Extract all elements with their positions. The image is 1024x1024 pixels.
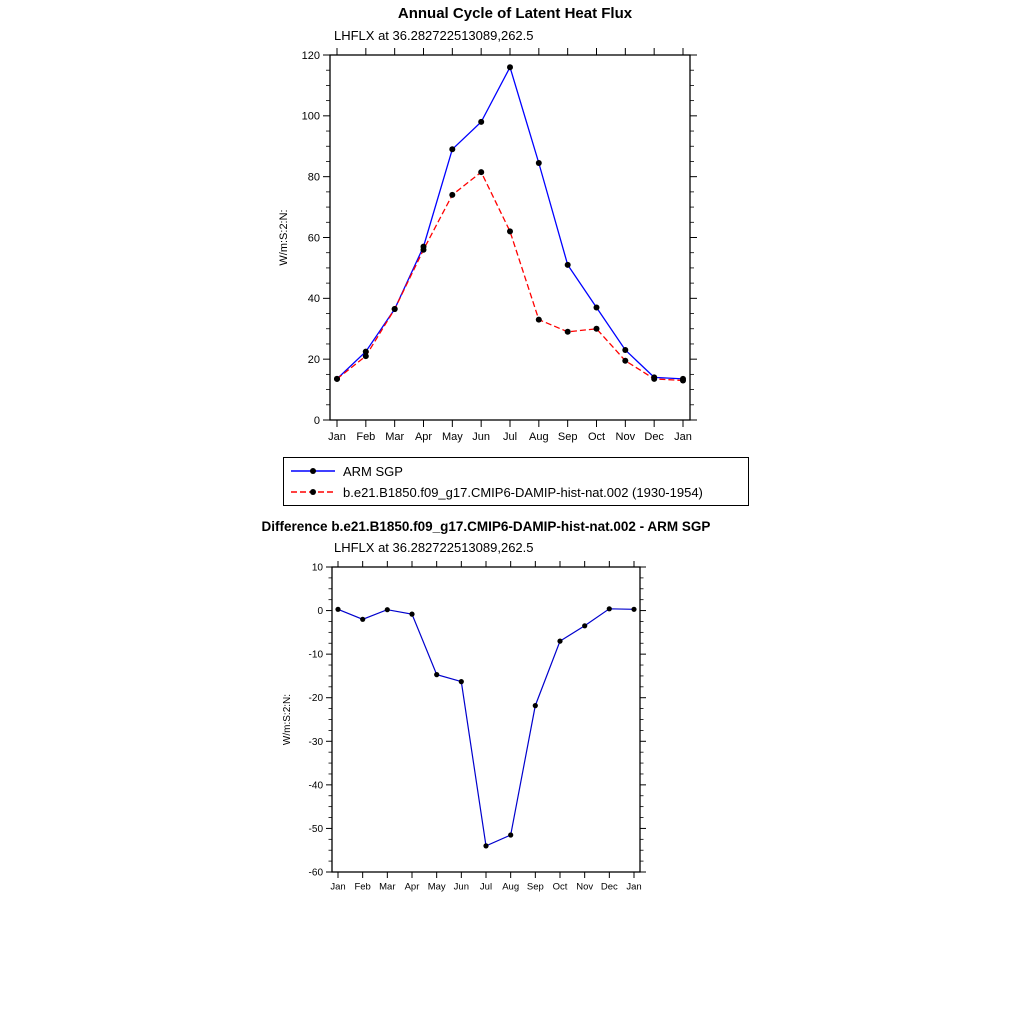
data-point [385,607,390,612]
y-tick-label: -20 [308,693,323,705]
top-chart-title: Annual Cycle of Latent Heat Flux [397,5,633,22]
y-tick-label: -50 [308,823,323,835]
legend-line-sample-solid [290,465,336,477]
y-tick-label: 80 [307,171,320,184]
legend-marker-dot [310,489,316,495]
x-tick-label: Jan [328,431,346,443]
x-tick-label: Jul [479,881,493,893]
data-point [421,247,427,253]
x-tick-label: Jan [674,431,692,443]
x-tick-label: Mar [385,431,405,443]
y-tick-label: 60 [307,232,320,245]
data-point [607,606,612,611]
top-chart-subtitle: LHFLX at 36.282722513089,262.5 [334,28,534,43]
series-line-1 [337,172,683,380]
x-tick-label: Nov [576,881,594,893]
data-point [582,623,587,628]
data-point [594,326,600,332]
data-point [449,192,455,198]
legend [283,457,749,506]
y-tick-label: 20 [307,354,320,367]
legend-marker-dot [310,468,316,474]
x-tick-label: Apr [404,881,420,893]
x-tick-label: Jun [472,431,491,443]
data-point [334,376,340,382]
difference-chart-title: Difference b.e21.B1850.f09_g17.CMIP6-DAMIP-hist-nat.002 - ARM SGP [261,519,711,534]
data-point [651,376,657,382]
plot-frame [330,55,690,420]
data-point [565,329,571,335]
x-tick-label: Sep [526,881,544,893]
y-tick-label: 0 [313,414,320,427]
y-tick-label: -60 [308,867,323,879]
data-point [622,358,628,364]
data-point [536,317,542,323]
data-point [360,617,365,622]
data-point [392,306,398,312]
x-tick-label: Dec [644,431,664,443]
x-tick-label: Dec [600,881,618,893]
x-tick-label: Feb [354,881,371,893]
y-tick-label: 40 [307,293,320,306]
data-point [363,353,369,359]
y-tick-label: -40 [308,780,323,792]
x-tick-label: Jun [453,881,469,893]
x-tick-label: Oct [587,431,606,443]
data-point [631,607,636,612]
data-point [557,639,562,644]
data-point [478,169,484,175]
x-tick-label: Nov [615,431,636,443]
data-point [508,832,513,837]
data-point [507,64,513,70]
x-tick-label: May [441,431,463,443]
legend-line-sample-dashed [290,486,336,498]
difference-chart [270,556,700,906]
x-tick-label: Jan [626,881,642,893]
data-point [449,146,455,152]
x-tick-label: Feb [356,431,376,443]
data-point [478,119,484,125]
data-point [622,347,628,353]
data-point [594,305,600,311]
x-tick-label: Jan [330,881,346,893]
difference-chart-subtitle: LHFLX at 36.282722513089,262.5 [334,540,534,555]
x-tick-label: Oct [552,881,568,893]
y-tick-label: -10 [308,649,323,661]
x-tick-label: Jul [502,431,518,443]
x-tick-label: Aug [529,431,549,443]
legend-label-arm-sgp: ARM SGP [343,463,403,479]
y-tick-label: 120 [301,49,320,62]
annual-cycle-chart [270,40,760,460]
legend-item-model [290,482,742,503]
data-point [483,843,488,848]
y-tick-label: -30 [308,736,323,748]
data-point [507,228,513,234]
x-tick-label: Mar [379,881,396,893]
data-point [536,160,542,166]
x-tick-label: Sep [557,431,578,443]
data-point [680,378,686,384]
data-point [533,703,538,708]
series-line-0 [337,67,683,379]
legend-label-model: b.e21.B1850.f09_g17.CMIP6-DAMIP-hist-nat.002 (1930-1954) [343,484,703,500]
x-tick-label: Apr [414,431,433,443]
y-tick-label: 0 [317,606,323,618]
y-axis-label: W/m:S:2:N: [282,693,293,746]
x-tick-label: Aug [502,881,520,893]
legend-item-arm-sgp [290,461,742,482]
y-tick-label: 100 [301,110,320,123]
series-line-0 [338,609,634,846]
data-point [565,262,571,268]
x-tick-label: May [427,881,446,893]
data-point [459,679,464,684]
data-point [335,607,340,612]
data-point [409,612,414,617]
y-axis-label: W/m:S:2:N: [278,209,290,266]
y-tick-label: 10 [311,562,323,574]
data-point [434,672,439,677]
